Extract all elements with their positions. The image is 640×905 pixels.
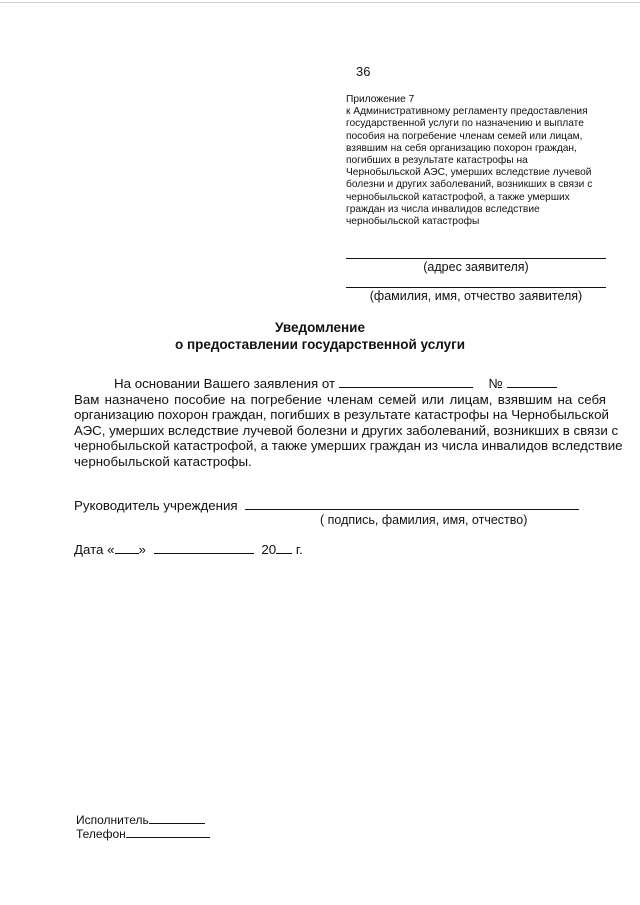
annex-line: государственной услуги по назначению и выплате (346, 118, 584, 130)
page-top-border (0, 2, 640, 3)
annex-line: болезни и других заболеваний, возникших в связи с (346, 179, 593, 191)
heading-subtitle: о предоставлении государственной услуги (174, 337, 466, 352)
phone-label: Телефон (76, 827, 126, 841)
date-day-field[interactable] (115, 541, 139, 554)
body-line: организацию похорон граждан, погибших в результате катастрофы на Чернобыльской (74, 407, 609, 422)
annex-line: граждан из числа инвалидов вследствие (346, 203, 540, 215)
applicant-name-field[interactable] (346, 287, 606, 303)
head-signature-field[interactable] (245, 497, 579, 510)
executor-field[interactable] (149, 811, 205, 824)
date-month-field[interactable] (154, 541, 254, 554)
annex-line: взявшим на себя организацию похорон граждан, (346, 142, 577, 154)
date-row (74, 541, 303, 557)
annex-line: Чернобыльской АЭС, умерших вследствие лучевой (346, 167, 592, 179)
body-line: Вам назначено пособие на погребение членам семей или лицам, взявшим на себя (74, 391, 606, 407)
body-last-line: чернобыльской катастрофы. (74, 453, 252, 469)
annex-title: Приложение 7 (346, 94, 415, 105)
annex-block (346, 94, 608, 228)
heading-title: Уведомление (274, 320, 365, 335)
applicant-address-caption: (адрес заявителя) (423, 260, 529, 274)
head-signature-caption: ( подпись, фамилия, имя, отчество) (320, 513, 528, 527)
annex-line: чернобыльской катастрофой, а также умерших (346, 191, 570, 203)
date-label: Дата « (74, 542, 115, 557)
annex-line: чернобыльской катастрофы (346, 216, 480, 228)
application-number-field[interactable] (507, 375, 557, 388)
body-first-line (74, 375, 606, 392)
executor-label: Исполнитель (76, 813, 149, 827)
body-first-line-text: На основании Вашего заявления от (114, 376, 336, 391)
phone-row (76, 825, 210, 841)
date-year-field[interactable] (276, 541, 292, 554)
page-number: 36 (356, 64, 371, 79)
number-sign: № (488, 376, 503, 391)
phone-field[interactable] (126, 825, 210, 838)
document-heading (0, 319, 640, 353)
body-line: чернобыльской катастрофой, а также умерших граждан из числа инвалидов вследствие (74, 438, 623, 453)
annex-line: погибших в результате катастрофы на (346, 155, 528, 167)
notice-body (74, 375, 623, 469)
head-signature-row (74, 497, 579, 513)
date-close-quote: » (138, 542, 146, 557)
date-year-prefix: 20 (261, 542, 277, 557)
application-date-field[interactable] (339, 375, 473, 388)
annex-line: к Административному регламенту предоставления (346, 106, 588, 118)
applicant-address-field[interactable] (346, 258, 606, 274)
body-line: АЭС, умерших вследствие лучевой болезни и других заболеваний, возникших в связи с (74, 422, 619, 438)
head-signature-label: Руководитель учреждения (74, 498, 238, 513)
date-year-suffix: г. (295, 542, 303, 557)
applicant-name-caption: (фамилия, имя, отчество заявителя) (369, 289, 583, 303)
annex-line: пособия на погребение членам семей или лицам, (346, 130, 583, 142)
